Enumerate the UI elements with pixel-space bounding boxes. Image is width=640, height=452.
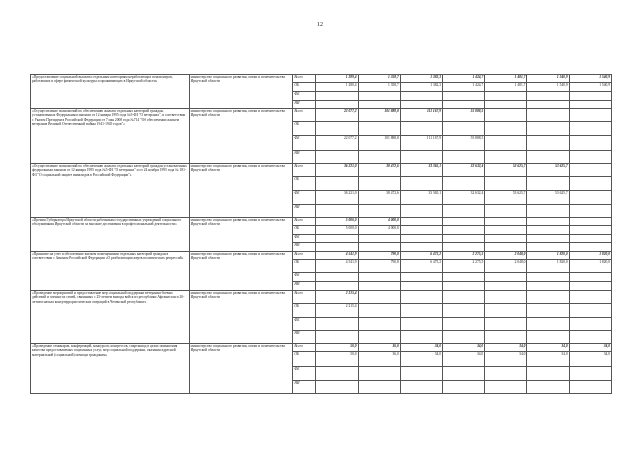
funding-source-label: ОБ xyxy=(293,122,316,136)
amount-cell xyxy=(400,92,442,101)
amount-cell xyxy=(485,109,527,122)
funding-source-label: ФБ xyxy=(293,191,316,205)
amount-cell xyxy=(316,151,358,164)
amount-cell: 111 167,9 xyxy=(400,136,442,151)
amount-cell xyxy=(527,331,569,344)
amount-cell: 50,0 xyxy=(316,344,358,352)
table-row xyxy=(31,218,612,226)
amount-cell xyxy=(569,151,611,164)
amount-cell: 1 424,7 xyxy=(443,75,485,83)
amount-cell xyxy=(485,218,527,226)
amount-cell xyxy=(527,122,569,136)
amount-cell: 1 820,0 xyxy=(569,260,611,273)
amount-cell xyxy=(485,226,527,235)
table-row xyxy=(31,75,612,83)
funding-source-label: НИ xyxy=(293,205,316,218)
amount-cell xyxy=(485,273,527,282)
amount-cell xyxy=(316,318,358,331)
amount-cell xyxy=(400,273,442,282)
amount-cell xyxy=(443,291,485,304)
amount-cell xyxy=(443,304,485,318)
budget-table xyxy=(30,74,612,394)
table-row xyxy=(31,109,612,122)
amount-cell xyxy=(443,218,485,226)
executor-cell: министерство социального развития, опеки и попечительства Иркутской области xyxy=(189,109,293,164)
amount-cell xyxy=(358,381,400,394)
amount-cell: 2 215,4 xyxy=(316,304,358,318)
amount-cell: 53 625,7 xyxy=(527,191,569,205)
amount-cell xyxy=(485,243,527,252)
amount-cell: 32 632,4 xyxy=(443,191,485,205)
amount-cell: 34,0 xyxy=(569,352,611,367)
amount-cell: 36,0 xyxy=(358,344,400,352)
amount-cell xyxy=(569,109,611,122)
executor-cell: министерство социального развития, опеки и попечительства Иркутской области xyxy=(189,164,293,218)
amount-cell: 34,0 xyxy=(485,344,527,352)
amount-cell: 1 540,9 xyxy=(527,83,569,92)
amount-cell: 101 888,8 xyxy=(358,136,400,151)
amount-cell: 38 472,6 xyxy=(358,164,400,177)
amount-cell xyxy=(569,318,611,331)
amount-cell: 1 481,7 xyxy=(485,83,527,92)
amount-cell xyxy=(400,122,442,136)
amount-cell xyxy=(527,273,569,282)
amount-cell xyxy=(316,331,358,344)
amount-cell xyxy=(569,136,611,151)
amount-cell xyxy=(400,218,442,226)
amount-cell: 22 077,2 xyxy=(316,109,358,122)
amount-cell xyxy=(485,177,527,191)
executor-cell: министерство социального развития, опеки и попечительства Иркутской области xyxy=(189,218,293,252)
amount-cell xyxy=(400,101,442,109)
amount-cell: 1 540,9 xyxy=(569,83,611,92)
funding-source-label: ФБ xyxy=(293,273,316,282)
amount-cell xyxy=(485,282,527,291)
funding-source-label: НИ xyxy=(293,101,316,109)
funding-source-label: НИ xyxy=(293,151,316,164)
amount-cell xyxy=(316,243,358,252)
amount-cell: 34,0 xyxy=(527,344,569,352)
amount-cell xyxy=(527,304,569,318)
amount-cell xyxy=(485,101,527,109)
amount-cell: 1 540,9 xyxy=(569,75,611,83)
funding-source-label: Всего xyxy=(293,164,316,177)
activity-description: «Осуществление полномочий по обеспечению жильем отдельных категорий граждан, установленных Федеральным законом от 12 января 1995 года №5-ФЗ "О ветеранах", в соответствии с Указом Президента Российской Федерации от 7 мая 2008 года №714 "Об обеспечении жильем ветеранов Великой Отечественной войны 1941-1945 годов"» xyxy=(31,109,190,164)
amount-cell xyxy=(569,164,611,177)
amount-cell xyxy=(527,235,569,243)
activity-description: «Принятие на учет и обеспечение жильем помещениями отдельных категорий граждан в соответствии с Законом Российской Федерации «О реабилитации жертв политических репрессий» xyxy=(31,252,190,291)
amount-cell: 34,0 xyxy=(485,352,527,367)
amount-cell: 790,8 xyxy=(358,252,400,260)
amount-cell xyxy=(443,226,485,235)
table-row xyxy=(31,344,612,352)
amount-cell xyxy=(400,381,442,394)
amount-cell xyxy=(443,367,485,381)
amount-cell xyxy=(400,282,442,291)
amount-cell xyxy=(316,101,358,109)
amount-cell xyxy=(569,177,611,191)
amount-cell xyxy=(358,243,400,252)
funding-source-label: НИ xyxy=(293,243,316,252)
amount-cell xyxy=(485,318,527,331)
amount-cell: 53 625,7 xyxy=(485,191,527,205)
amount-cell: 1 424,7 xyxy=(443,83,485,92)
activity-description: «Осуществление полномочий по обеспечению жильем отдельных категорий граждан установленных федеральным законом от 12 января 1995 года №5-ФЗ "О ветеранах" и от 24 ноября 1995 года № 181-ФЗ "О социальной защите инвалидов в Российской Федерации"» xyxy=(31,164,190,218)
amount-cell: 2 275,5 xyxy=(443,252,485,260)
amount-cell xyxy=(358,331,400,344)
amount-cell xyxy=(569,381,611,394)
amount-cell xyxy=(443,92,485,101)
funding-source-label: НИ xyxy=(293,381,316,394)
table-row xyxy=(31,252,612,260)
amount-cell: 6 475,2 xyxy=(400,252,442,260)
amount-cell xyxy=(358,273,400,282)
amount-cell: 1 820,0 xyxy=(527,260,569,273)
amount-cell: 1 358,7 xyxy=(358,83,400,92)
amount-cell xyxy=(569,243,611,252)
funding-source-label: ОБ xyxy=(293,352,316,367)
funding-source-label: ОБ xyxy=(293,177,316,191)
amount-cell xyxy=(527,318,569,331)
amount-cell xyxy=(358,205,400,218)
amount-cell: 2 048,0 xyxy=(485,260,527,273)
funding-source-label: ФБ xyxy=(293,235,316,243)
amount-cell: 1 382,3 xyxy=(400,75,442,83)
amount-cell xyxy=(485,381,527,394)
amount-cell xyxy=(527,92,569,101)
amount-cell: 34,0 xyxy=(400,352,442,367)
amount-cell xyxy=(358,291,400,304)
amount-cell xyxy=(527,151,569,164)
amount-cell xyxy=(569,101,611,109)
amount-cell: 1 540,9 xyxy=(527,75,569,83)
amount-cell xyxy=(358,92,400,101)
amount-cell xyxy=(400,151,442,164)
funding-source-label: Всего xyxy=(293,252,316,260)
amount-cell xyxy=(527,381,569,394)
amount-cell: 34,0 xyxy=(443,352,485,367)
amount-cell: 34,0 xyxy=(527,352,569,367)
amount-cell: 2 048,0 xyxy=(485,252,527,260)
amount-cell xyxy=(316,205,358,218)
amount-cell: 36 221,0 xyxy=(316,191,358,205)
amount-cell xyxy=(569,92,611,101)
executor-cell: министерство социального развития, опеки и попечительства Иркутской области xyxy=(189,75,293,109)
executor-cell: министерство социального развития, опеки и попечительства Иркутской области xyxy=(189,291,293,344)
amount-cell: 2 275,5 xyxy=(443,260,485,273)
funding-source-label: ОБ xyxy=(293,260,316,273)
amount-cell xyxy=(569,367,611,381)
amount-cell xyxy=(569,205,611,218)
amount-cell xyxy=(569,291,611,304)
amount-cell xyxy=(527,109,569,122)
amount-cell xyxy=(400,235,442,243)
amount-cell xyxy=(569,122,611,136)
amount-cell xyxy=(569,218,611,226)
amount-cell xyxy=(358,367,400,381)
executor-cell: министерство социального развития, опеки и попечительства Иркутской области xyxy=(189,344,293,394)
amount-cell xyxy=(316,367,358,381)
funding-source-label: ОБ xyxy=(293,304,316,318)
amount-cell xyxy=(569,304,611,318)
amount-cell: 1 289,4 xyxy=(316,75,358,83)
amount-cell xyxy=(358,318,400,331)
amount-cell xyxy=(443,101,485,109)
amount-cell: 4 541,9 xyxy=(316,260,358,273)
funding-source-label: ОБ xyxy=(293,226,316,235)
amount-cell xyxy=(316,273,358,282)
funding-source-label: НИ xyxy=(293,331,316,344)
amount-cell xyxy=(358,235,400,243)
amount-cell xyxy=(443,151,485,164)
amount-cell: 22 077,2 xyxy=(316,136,358,151)
amount-cell: 38 472,6 xyxy=(358,191,400,205)
amount-cell xyxy=(569,282,611,291)
amount-cell: 5 000,0 xyxy=(316,226,358,235)
activity-description: «Проведение мероприятий и предоставление мер социальной поддержки ветеранам боевых действий и членам их семей, связанных с 25-летием вывода войск из республики Афганистан и 20-летием начала контртеррористических операций в Чеченской республике» xyxy=(31,291,190,344)
amount-cell: 53 625,7 xyxy=(527,164,569,177)
amount-cell: 4 541,9 xyxy=(316,252,358,260)
activity-description: «Проведение семинаров, конференций, конкурсов, конгрессов, спартакиад в целях повышения качества предоставляемых социальных услуг, мер социальной поддержки, оказания адресной материальной (социальной) помощи гражданам» xyxy=(31,344,190,394)
executor-cell: министерство социального развития, опеки и попечительства Иркутской области xyxy=(189,252,293,291)
amount-cell: 1 358,7 xyxy=(358,75,400,83)
table-row xyxy=(31,164,612,177)
funding-source-label: ОБ xyxy=(293,83,316,92)
amount-cell: 5 000,0 xyxy=(316,218,358,226)
amount-cell xyxy=(527,101,569,109)
amount-cell xyxy=(316,235,358,243)
amount-cell xyxy=(485,151,527,164)
amount-cell xyxy=(485,92,527,101)
amount-cell: 53 625,7 xyxy=(485,164,527,177)
amount-cell: 33 365,1 xyxy=(400,164,442,177)
amount-cell xyxy=(527,205,569,218)
amount-cell: 101 888,8 xyxy=(358,109,400,122)
amount-cell xyxy=(527,282,569,291)
amount-cell xyxy=(400,226,442,235)
amount-cell: 32 632,4 xyxy=(443,164,485,177)
amount-cell: 36,0 xyxy=(358,352,400,367)
amount-cell xyxy=(485,205,527,218)
funding-source-label: ФБ xyxy=(293,136,316,151)
amount-cell xyxy=(400,367,442,381)
amount-cell xyxy=(443,235,485,243)
amount-cell xyxy=(527,226,569,235)
funding-source-label: ФБ xyxy=(293,367,316,381)
amount-cell xyxy=(358,282,400,291)
funding-source-label: Всего xyxy=(293,291,316,304)
amount-cell xyxy=(485,136,527,151)
amount-cell xyxy=(316,381,358,394)
amount-cell xyxy=(316,177,358,191)
amount-cell xyxy=(569,273,611,282)
amount-cell: 1 820,0 xyxy=(569,252,611,260)
amount-cell xyxy=(569,191,611,205)
amount-cell xyxy=(358,101,400,109)
amount-cell xyxy=(527,177,569,191)
amount-cell: 34,0 xyxy=(443,344,485,352)
amount-cell xyxy=(485,291,527,304)
amount-cell: 790,8 xyxy=(358,260,400,273)
table-row xyxy=(31,291,612,304)
funding-source-label: Всего xyxy=(293,109,316,122)
activity-description: «Премия Губернатора Иркутской области работникам государственных учреждений социального обслуживания Иркутской области за высокие достижения в профессиональной деятельности» xyxy=(31,218,190,252)
funding-source-label: НИ xyxy=(293,282,316,291)
funding-source-label: Всего xyxy=(293,75,316,83)
funding-source-label: ФБ xyxy=(293,318,316,331)
amount-cell xyxy=(400,291,442,304)
amount-cell xyxy=(443,205,485,218)
amount-cell: 50,0 xyxy=(316,352,358,367)
amount-cell: 1 280,4 xyxy=(316,83,358,92)
amount-cell: 33 365,1 xyxy=(400,191,442,205)
amount-cell: 4 000,0 xyxy=(358,218,400,226)
amount-cell xyxy=(400,243,442,252)
amount-cell xyxy=(443,331,485,344)
amount-cell xyxy=(443,273,485,282)
amount-cell xyxy=(485,235,527,243)
amount-cell xyxy=(358,177,400,191)
amount-cell xyxy=(358,304,400,318)
amount-cell: 1 382,3 xyxy=(400,83,442,92)
amount-cell: 1 481,7 xyxy=(485,75,527,83)
amount-cell xyxy=(400,331,442,344)
amount-cell xyxy=(527,136,569,151)
amount-cell xyxy=(527,367,569,381)
amount-cell: 6 475,2 xyxy=(400,260,442,273)
amount-cell xyxy=(569,226,611,235)
amount-cell: 34,0 xyxy=(569,344,611,352)
amount-cell xyxy=(485,367,527,381)
amount-cell xyxy=(443,381,485,394)
amount-cell xyxy=(527,243,569,252)
amount-cell xyxy=(443,243,485,252)
amount-cell: 55 888,5 xyxy=(443,136,485,151)
amount-cell xyxy=(316,92,358,101)
amount-cell: 36 221,0 xyxy=(316,164,358,177)
amount-cell: 1 820,0 xyxy=(527,252,569,260)
amount-cell xyxy=(527,291,569,304)
funding-source-label: Всего xyxy=(293,218,316,226)
amount-cell xyxy=(443,122,485,136)
amount-cell: 34,0 xyxy=(400,344,442,352)
amount-cell: 4 000,0 xyxy=(358,226,400,235)
amount-cell xyxy=(400,177,442,191)
amount-cell xyxy=(485,331,527,344)
amount-cell xyxy=(443,177,485,191)
page-number: 12 xyxy=(317,22,323,28)
amount-cell xyxy=(569,331,611,344)
amount-cell xyxy=(443,318,485,331)
amount-cell xyxy=(485,122,527,136)
amount-cell xyxy=(485,304,527,318)
amount-cell: 55 888,5 xyxy=(443,109,485,122)
funding-source-label: ФБ xyxy=(293,92,316,101)
amount-cell xyxy=(316,282,358,291)
amount-cell xyxy=(443,282,485,291)
amount-cell: 2 215,4 xyxy=(316,291,358,304)
amount-cell xyxy=(400,205,442,218)
amount-cell xyxy=(400,304,442,318)
activity-description: «Предоставление социальной выплаты отдельным категориям неработающих пенсионеров, работавших в сфере физической культуры и проживающих в Иркутской области» xyxy=(31,75,190,109)
amount-cell xyxy=(316,122,358,136)
funding-source-label: Всего xyxy=(293,344,316,352)
amount-cell xyxy=(569,235,611,243)
amount-cell xyxy=(358,122,400,136)
amount-cell: 111 167,9 xyxy=(400,109,442,122)
amount-cell xyxy=(358,151,400,164)
amount-cell xyxy=(400,318,442,331)
amount-cell xyxy=(527,218,569,226)
